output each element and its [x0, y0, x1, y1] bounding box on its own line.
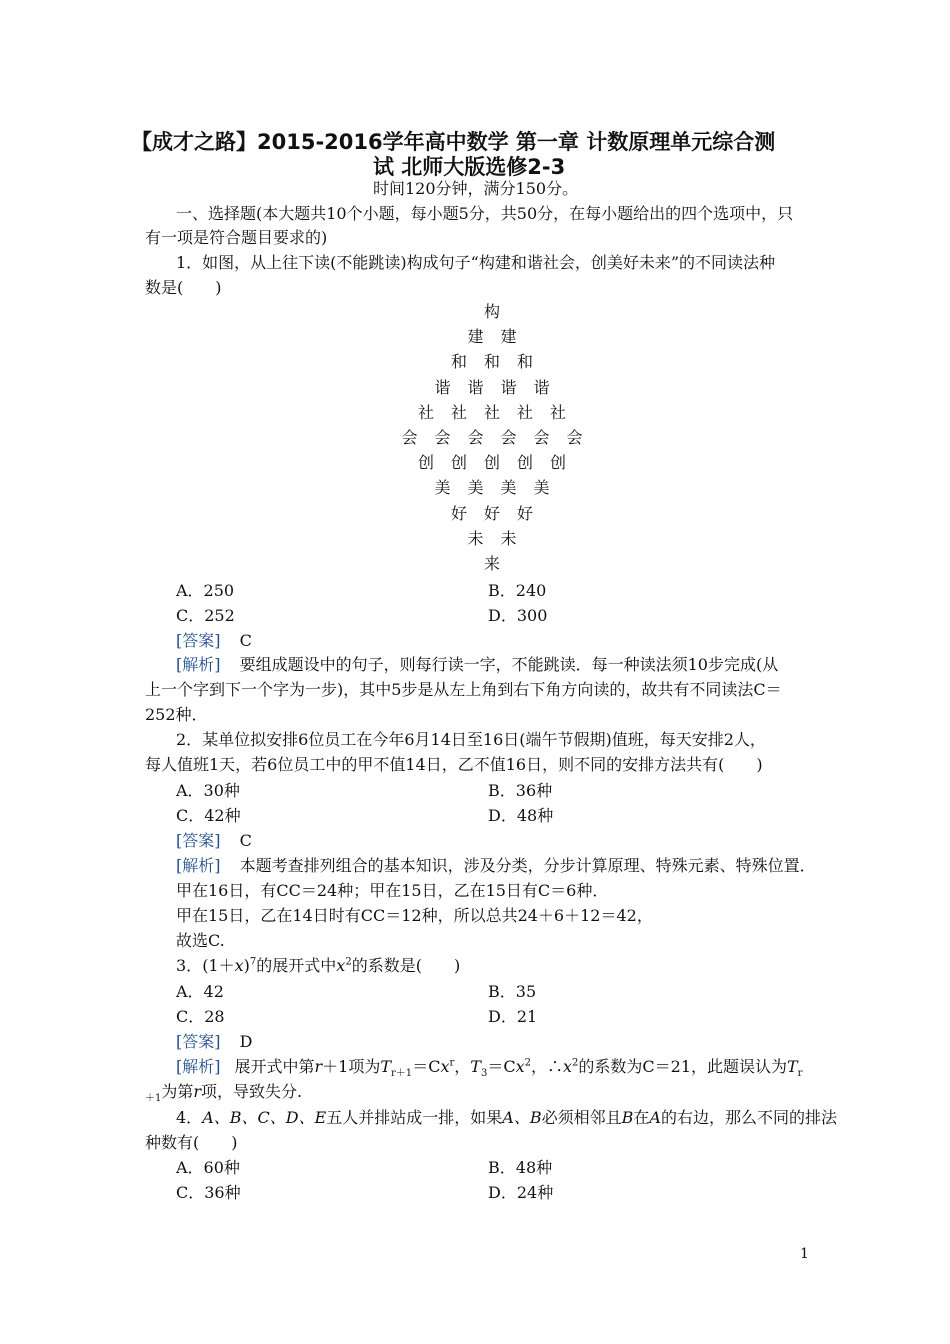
analysis-text: 要组成题设中的句子，则每行读一字，不能跳读．每一种读法须10步完成(从: [239, 655, 779, 674]
q3-answer: [176, 1029, 252, 1052]
pyramid-row: [0, 475, 950, 498]
q4-text: 的右边，那么不同的排法: [660, 1108, 837, 1127]
q1-option-c: C．252: [176, 606, 235, 625]
pyramid-char: 社: [450, 402, 467, 422]
analysis-text: ＝C: [487, 1057, 516, 1076]
q4-option-a: A．60种: [176, 1158, 240, 1177]
pyramid-char: 谐: [533, 377, 550, 397]
pyramid-char: 和: [516, 352, 533, 372]
q2-analysis-line4: 故选C.: [176, 931, 225, 950]
math-subscript: ＋1: [145, 1093, 162, 1105]
section-heading-line1: 一、选择题(本大题共10个小题，每小题5分，共50分，在每小题给出的四个选项中，只: [176, 204, 794, 223]
pyramid-char: 创: [549, 453, 566, 473]
analysis-text: 项，导致失分.: [201, 1082, 303, 1101]
q3-text: ): [243, 956, 250, 975]
q4-text: 在: [633, 1108, 650, 1127]
pyramid-char: 社: [417, 402, 434, 422]
pyramid-char: 会: [500, 428, 517, 447]
pyramid-row: [0, 299, 950, 322]
pyramid-char: 好: [450, 503, 467, 523]
q3-text: (1＋: [202, 956, 235, 975]
q2-analysis-line1: [176, 853, 816, 876]
answer-label: [答案]: [176, 831, 221, 850]
math-var: T: [787, 1057, 798, 1076]
analysis-label: [解析]: [176, 1057, 221, 1076]
pyramid-row: [0, 425, 950, 448]
pyramid-row: [0, 450, 950, 473]
analysis-text: 为第: [161, 1082, 194, 1101]
math-var: x: [562, 1057, 573, 1076]
math-var: r: [193, 1082, 202, 1101]
pyramid-char: 美: [434, 478, 451, 498]
answer-label: [答案]: [176, 631, 221, 650]
analysis-text: 展开式中第: [234, 1057, 315, 1076]
pyramid-row: [0, 349, 950, 372]
q1-analysis-line1: [176, 652, 778, 675]
pyramid-char: 美: [533, 478, 550, 498]
q2-option-b: B．36种: [488, 781, 553, 800]
q3-var: x: [336, 956, 346, 975]
answer-value: C: [239, 631, 252, 650]
section-heading-line2: 有一项是符合题目要求的): [145, 228, 328, 247]
q4-var: A、B: [502, 1108, 542, 1127]
page-number: 1: [800, 1246, 809, 1262]
math-var: r: [314, 1057, 323, 1076]
q4-stem-line1: [176, 1105, 837, 1128]
pyramid-char: 创: [417, 453, 434, 473]
pyramid-char: 创: [450, 453, 467, 473]
pyramid-char: 会: [566, 428, 583, 447]
pyramid-char: 会: [434, 428, 451, 447]
pyramid-char: 社: [549, 402, 566, 422]
analysis-text: 的系数为C＝21，此题误认为: [578, 1057, 787, 1076]
answer-value: C: [239, 831, 252, 850]
q3-stem: [176, 953, 460, 976]
pyramid-char: 会: [533, 428, 550, 447]
q1-option-a: A．250: [176, 581, 235, 600]
document-title-line2: 试 北师大版选修2-3: [373, 155, 566, 179]
math-subscript: r＋1: [391, 1068, 413, 1080]
q1-analysis-line3: 252种．: [145, 705, 208, 724]
pyramid-char: 来: [483, 554, 500, 573]
pyramid-char: 谐: [434, 377, 451, 397]
pyramid-row: [0, 324, 950, 347]
q3-exponent: 2: [345, 956, 352, 968]
answer-label: [答案]: [176, 1032, 221, 1051]
q2-option-d: D．48种: [488, 806, 554, 825]
analysis-text: ＋1项为: [322, 1057, 381, 1076]
pyramid-char: 创: [516, 453, 533, 473]
math-var: T: [380, 1057, 392, 1076]
pyramid-row: [0, 501, 950, 524]
q3-option-d: D．21: [488, 1007, 538, 1026]
pyramid-char: 创: [483, 453, 500, 473]
q3-analysis-line1: [176, 1054, 802, 1079]
pyramid-char: 好: [516, 503, 533, 523]
exam-time-info: 时间120分钟，满分150分。: [373, 179, 579, 198]
math-var: T: [470, 1057, 481, 1076]
analysis-text: ＝C: [412, 1057, 441, 1076]
q2-answer: [176, 828, 252, 851]
pyramid-row: [0, 526, 950, 549]
q3-text: 的展开式中: [256, 956, 337, 975]
pyramid-row: [0, 375, 950, 398]
answer-value: D: [239, 1032, 253, 1051]
pyramid-char: 未: [467, 528, 484, 548]
math-subscript: 3: [480, 1068, 488, 1080]
q2-option-c: C．42种: [176, 806, 241, 825]
analysis-label: [解析]: [176, 655, 221, 674]
pyramid-char: 会: [401, 428, 418, 447]
pyramid-char: 和: [450, 352, 467, 372]
pyramid-char: 建: [500, 327, 517, 347]
q1-answer: [176, 628, 252, 651]
q4-text: 五人并排站成一排，如果: [326, 1108, 503, 1127]
q1-option-d: D．300: [488, 606, 548, 625]
analysis-text: ，∴: [530, 1057, 563, 1076]
q3-option-c: C．28: [176, 1007, 225, 1026]
q4-option-d: D．24种: [488, 1183, 554, 1202]
math-superscript: r: [449, 1057, 455, 1069]
math-var: x: [515, 1057, 525, 1076]
q3-var: x: [234, 956, 244, 975]
q2-stem-line2: 每人值班1天，若6位员工中的甲不值14日，乙不值16日，则不同的安排方法共有( ): [145, 755, 763, 774]
q3-exponent: 7: [249, 956, 257, 968]
q2-stem-line1: 2．某单位拟安排6位员工在今年6月14日至16日(端午节假期)值班，每天安排2人，: [176, 730, 766, 749]
analysis-text: 本题考查排列组合的基本知识，涉及分类，分步计算原理、特殊元素、特殊位置．: [239, 856, 816, 875]
q3-option-b: B．35: [488, 982, 537, 1001]
q4-option-c: C．36种: [176, 1183, 241, 1202]
pyramid-char: 构: [483, 302, 500, 321]
q4-text: 必须相邻且: [541, 1108, 622, 1127]
pyramid-char: 和: [483, 352, 500, 372]
pyramid-char: 建: [467, 327, 484, 347]
q3-option-a: A．42: [176, 982, 224, 1001]
pyramid-char: 未: [500, 528, 517, 548]
math-superscript: 2: [524, 1057, 531, 1069]
q1-analysis-line2: 上一个字到下一个字为一步)，其中5步是从左上角到右下角方向读的，故共有不同读法C＝: [145, 680, 782, 699]
q4-stem-line2: 种数有( ): [145, 1133, 238, 1152]
pyramid-char: 谐: [467, 377, 484, 397]
pyramid-char: 好: [483, 503, 500, 523]
q2-option-a: A．30种: [176, 781, 240, 800]
math-var: x: [440, 1057, 450, 1076]
pyramid-char: 会: [467, 428, 484, 447]
q3-text: 的系数是( ): [351, 956, 461, 975]
q1-option-b: B．240: [488, 581, 547, 600]
analysis-text: ，: [454, 1057, 471, 1076]
q4-var: B: [621, 1108, 634, 1127]
q4-var: A: [649, 1108, 661, 1127]
q1-stem-line1: 1．如图，从上往下读(不能跳读)构成句子“构建和谐社会，创美好未来”的不同读法种: [176, 253, 776, 272]
q3-analysis-line2: [145, 1079, 302, 1104]
q2-analysis-line3: 甲在15日，乙在14日时有CC＝12种，所以总共24＋6＋12＝42，: [176, 906, 653, 925]
pyramid-char: 社: [483, 402, 500, 422]
q4-option-b: B．48种: [488, 1158, 553, 1177]
analysis-label: [解析]: [176, 856, 221, 875]
pyramid-row: [0, 400, 950, 423]
q1-stem-line2: 数是( ): [145, 278, 222, 297]
pyramid-char: 美: [500, 478, 517, 498]
document-title-line1: 【成才之路】2015-2016学年高中数学 第一章 计数原理单元综合测: [131, 130, 776, 154]
q4-var: A、B、C、D、E: [202, 1108, 327, 1127]
q2-analysis-line2: 甲在16日，有CC＝24种；甲在15日，乙在15日有C＝6种．: [176, 881, 609, 900]
pyramid-char: 社: [516, 402, 533, 422]
q3-number: 3．: [176, 956, 203, 975]
pyramid-char: 谐: [500, 377, 517, 397]
pyramid-char: 美: [467, 478, 484, 498]
math-superscript: 2: [572, 1057, 579, 1069]
math-subscript: r: [797, 1068, 803, 1080]
pyramid-row: [0, 551, 950, 574]
q4-text: 4．: [176, 1108, 203, 1127]
